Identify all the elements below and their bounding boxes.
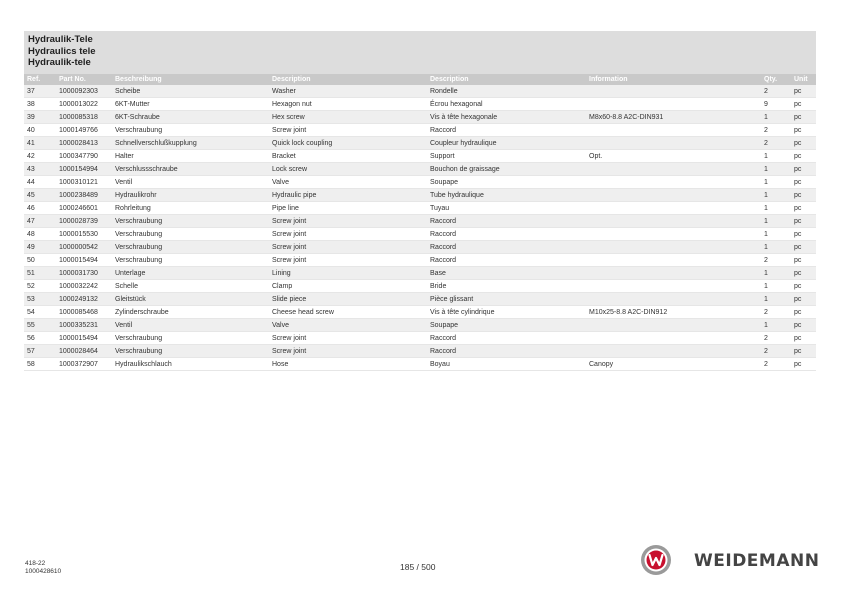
cell-beschreibung: Verschraubung [112,345,269,358]
cell-description-en: Screw joint [269,254,427,267]
cell-qty: 1 [761,319,791,332]
cell-part-no: 1000032242 [56,280,112,293]
cell-ref: 41 [24,137,56,150]
cell-qty: 1 [761,202,791,215]
cell-unit: pc [791,306,816,319]
cell-qty: 2 [761,345,791,358]
cell-ref: 37 [24,85,56,98]
cell-description-fr: Raccord [427,215,586,228]
cell-information: Opt. [586,150,761,163]
cell-unit: pc [791,202,816,215]
cell-description-en: Valve [269,176,427,189]
cell-description-fr: Tube hydraulique [427,189,586,202]
cell-beschreibung: Hydraulikschlauch [112,358,269,371]
cell-qty: 2 [761,358,791,371]
cell-part-no: 1000372907 [56,358,112,371]
cell-ref: 42 [24,150,56,163]
cell-beschreibung: Schelle [112,280,269,293]
cell-description-fr: Raccord [427,228,586,241]
cell-ref: 49 [24,241,56,254]
cell-beschreibung: 6KT-Schraube [112,111,269,124]
cell-beschreibung: Rohrleitung [112,202,269,215]
cell-unit: pc [791,332,816,345]
cell-part-no: 1000347790 [56,150,112,163]
cell-description-en: Hose [269,358,427,371]
cell-beschreibung: Hydraulikrohr [112,189,269,202]
cell-information [586,124,761,137]
table-row [24,124,816,137]
cell-qty: 1 [761,215,791,228]
cell-ref: 40 [24,124,56,137]
cell-unit: pc [791,189,816,202]
cell-ref: 43 [24,163,56,176]
cell-beschreibung: Verschraubung [112,228,269,241]
cell-description-en: Screw joint [269,215,427,228]
title-german: Hydraulik-Tele [28,34,93,45]
cell-part-no: 1000335231 [56,319,112,332]
cell-part-no: 1000085318 [56,111,112,124]
cell-qty: 1 [761,293,791,306]
table-row [24,189,816,202]
cell-beschreibung: Verschraubung [112,215,269,228]
table-row [24,137,816,150]
cell-description-fr: Vis à tête hexagonale [427,111,586,124]
cell-description-en: Slide piece [269,293,427,306]
cell-beschreibung: 6KT-Mutter [112,98,269,111]
cell-description-en: Pipe line [269,202,427,215]
cell-ref: 48 [24,228,56,241]
parts-table [24,74,816,371]
cell-description-en: Cheese head screw [269,306,427,319]
header-part-no: Part No. [56,74,112,85]
cell-part-no: 1000249132 [56,293,112,306]
cell-ref: 38 [24,98,56,111]
cell-description-fr: Coupleur hydraulique [427,137,586,150]
cell-qty: 1 [761,163,791,176]
table-header-row [24,74,816,85]
cell-unit: pc [791,163,816,176]
cell-ref: 51 [24,267,56,280]
table-body [24,85,816,371]
cell-unit: pc [791,241,816,254]
table-row [24,98,816,111]
cell-qty: 1 [761,189,791,202]
cell-unit: pc [791,176,816,189]
cell-qty: 2 [761,306,791,319]
table-row [24,293,816,306]
table-row [24,345,816,358]
header-information: Information [586,74,761,85]
cell-information: M8x60-8.8 A2C-DIN931 [586,111,761,124]
cell-ref: 44 [24,176,56,189]
cell-part-no: 1000154994 [56,163,112,176]
cell-description-fr: Bouchon de graissage [427,163,586,176]
cell-unit: pc [791,293,816,306]
cell-qty: 1 [761,228,791,241]
cell-ref: 46 [24,202,56,215]
cell-description-fr: Écrou hexagonal [427,98,586,111]
cell-ref: 47 [24,215,56,228]
table-row [24,150,816,163]
table-row [24,176,816,189]
cell-description-en: Clamp [269,280,427,293]
cell-information [586,137,761,150]
cell-description-fr: Raccord [427,254,586,267]
cell-part-no: 1000149766 [56,124,112,137]
cell-qty: 1 [761,176,791,189]
table-row [24,85,816,98]
cell-ref: 55 [24,319,56,332]
cell-qty: 1 [761,241,791,254]
cell-qty: 1 [761,150,791,163]
cell-beschreibung: Verschraubung [112,332,269,345]
cell-information [586,228,761,241]
cell-beschreibung: Schnellverschlußkupplung [112,137,269,150]
cell-description-en: Washer [269,85,427,98]
cell-part-no: 1000015530 [56,228,112,241]
cell-unit: pc [791,215,816,228]
cell-unit: pc [791,267,816,280]
cell-description-fr: Pièce glissant [427,293,586,306]
table-row [24,202,816,215]
cell-description-en: Hydraulic pipe [269,189,427,202]
cell-description-fr: Rondelle [427,85,586,98]
cell-ref: 58 [24,358,56,371]
cell-description-en: Screw joint [269,332,427,345]
cell-unit: pc [791,137,816,150]
table-row [24,332,816,345]
cell-information: M10x25-8.8 A2C-DIN912 [586,306,761,319]
cell-beschreibung: Halter [112,150,269,163]
cell-part-no: 1000031730 [56,267,112,280]
cell-ref: 53 [24,293,56,306]
table-row [24,215,816,228]
cell-ref: 39 [24,111,56,124]
header-beschreibung: Beschreibung [112,74,269,85]
cell-description-en: Screw joint [269,345,427,358]
cell-information [586,85,761,98]
footer-code: 418-22 [25,560,46,567]
cell-qty: 2 [761,85,791,98]
header-unit: Unit [791,74,816,85]
cell-beschreibung: Scheibe [112,85,269,98]
cell-qty: 2 [761,137,791,150]
cell-description-fr: Boyau [427,358,586,371]
cell-qty: 1 [761,111,791,124]
brand-name: WEIDEMANN [694,551,820,571]
cell-description-en: Quick lock coupling [269,137,427,150]
cell-description-fr: Raccord [427,345,586,358]
cell-unit: pc [791,280,816,293]
header-ref: Ref. [24,74,56,85]
cell-description-fr: Support [427,150,586,163]
cell-description-en: Hexagon nut [269,98,427,111]
cell-information [586,163,761,176]
cell-description-en: Valve [269,319,427,332]
footer-doc-number: 1000428610 [25,568,62,575]
cell-beschreibung: Unterlage [112,267,269,280]
cell-information: Canopy [586,358,761,371]
header-description-fr: Description [427,74,586,85]
cell-information [586,176,761,189]
cell-information [586,215,761,228]
cell-beschreibung: Verschraubung [112,124,269,137]
page-number: 185 / 500 [400,562,436,572]
table-row [24,228,816,241]
cell-part-no: 1000238489 [56,189,112,202]
table-row [24,358,816,371]
title-french: Hydraulik-tele [28,57,91,68]
cell-part-no: 1000028464 [56,345,112,358]
cell-unit: pc [791,345,816,358]
cell-description-fr: Base [427,267,586,280]
cell-description-fr: Raccord [427,124,586,137]
cell-description-fr: Soupape [427,319,586,332]
cell-description-en: Screw joint [269,228,427,241]
table-row [24,280,816,293]
section-title-block [24,31,816,74]
cell-unit: pc [791,228,816,241]
cell-beschreibung: Verschraubung [112,254,269,267]
cell-description-fr: Bride [427,280,586,293]
cell-information [586,280,761,293]
cell-ref: 45 [24,189,56,202]
cell-qty: 2 [761,124,791,137]
cell-part-no: 1000015494 [56,254,112,267]
cell-description-en: Screw joint [269,124,427,137]
cell-unit: pc [791,319,816,332]
cell-unit: pc [791,124,816,137]
cell-part-no: 1000028413 [56,137,112,150]
table-row [24,319,816,332]
cell-description-fr: Vis à tête cylindrique [427,306,586,319]
cell-description-en: Screw joint [269,241,427,254]
cell-ref: 56 [24,332,56,345]
cell-part-no: 1000092303 [56,85,112,98]
cell-description-en: Bracket [269,150,427,163]
cell-part-no: 1000000542 [56,241,112,254]
cell-beschreibung: Ventil [112,319,269,332]
cell-description-en: Lock screw [269,163,427,176]
cell-qty: 9 [761,98,791,111]
cell-beschreibung: Zylinderschraube [112,306,269,319]
cell-description-fr: Tuyau [427,202,586,215]
cell-unit: pc [791,150,816,163]
cell-information [586,254,761,267]
cell-beschreibung: Gleitstück [112,293,269,306]
cell-information [586,202,761,215]
cell-unit: pc [791,254,816,267]
cell-description-fr: Raccord [427,241,586,254]
table-row [24,306,816,319]
title-english: Hydraulics tele [28,45,96,57]
cell-part-no: 1000246601 [56,202,112,215]
cell-information [586,332,761,345]
cell-information [586,293,761,306]
header-qty: Qty. [761,74,791,85]
cell-qty: 1 [761,280,791,293]
cell-information [586,241,761,254]
cell-information [586,345,761,358]
table-row [24,163,816,176]
cell-unit: pc [791,85,816,98]
cell-qty: 2 [761,332,791,345]
cell-information [586,98,761,111]
table-row [24,241,816,254]
cell-description-fr: Raccord [427,332,586,345]
footer-doc-info [25,560,61,576]
cell-beschreibung: Verschraubung [112,241,269,254]
cell-ref: 52 [24,280,56,293]
weidemann-w-logo-icon [640,544,672,576]
cell-unit: pc [791,358,816,371]
cell-ref: 54 [24,306,56,319]
cell-qty: 1 [761,267,791,280]
cell-part-no: 1000085468 [56,306,112,319]
cell-part-no: 1000013022 [56,98,112,111]
cell-ref: 50 [24,254,56,267]
cell-part-no: 1000028739 [56,215,112,228]
cell-information [586,319,761,332]
cell-ref: 57 [24,345,56,358]
cell-beschreibung: Ventil [112,176,269,189]
cell-unit: pc [791,98,816,111]
cell-beschreibung: Verschlussschraube [112,163,269,176]
cell-unit: pc [791,111,816,124]
cell-part-no: 1000015494 [56,332,112,345]
cell-description-en: Hex screw [269,111,427,124]
cell-description-fr: Soupape [427,176,586,189]
header-description-en: Description [269,74,427,85]
table-row [24,267,816,280]
cell-description-en: Lining [269,267,427,280]
cell-qty: 2 [761,254,791,267]
cell-part-no: 1000310121 [56,176,112,189]
cell-information [586,189,761,202]
table-row [24,111,816,124]
cell-information [586,267,761,280]
table-row [24,254,816,267]
